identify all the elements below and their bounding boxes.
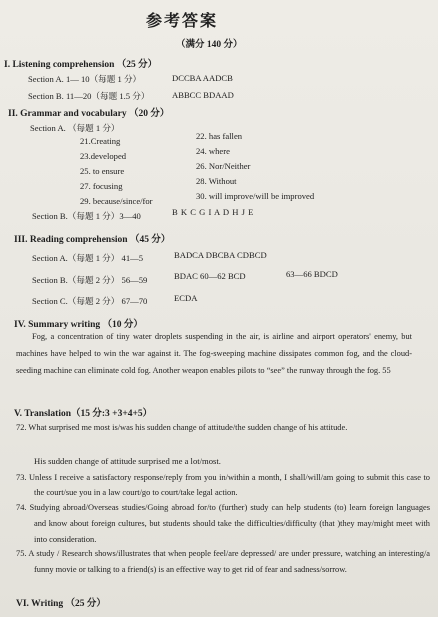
- translation-heading: V. Translation（15 分:3 +3+4+5）: [14, 409, 153, 419]
- listening-section-a-answers: DCCBA AADCB: [172, 73, 233, 83]
- reading-section-b-answers-2: 63—66 BDCD: [286, 269, 338, 279]
- grammar-item: 26. Nor/Neither: [196, 161, 251, 171]
- summary-text: Fog, a concentration of tiny water droplets suspending in the air, is airline and airport operators' enemy, but machines have helped to win the war against it. The fog-sweeping machine dissipates common fog, and the cloud-seeding machine can eliminate cold fog. Another weapon enables pilots to “see” the runway through the fog. 55: [16, 332, 412, 375]
- translation-74: 74. Studying abroad/Overseas studies/Going abroad for/to (further) study can help students (to) learn foreign languages and know about foreign cultures, but students should take the difficulties/difficulty (that )they may/might meet with into consideration.: [16, 503, 430, 544]
- reading-heading: III. Reading comprehension （45 分）: [14, 235, 171, 245]
- reading-section-c-answers: ECDA: [174, 293, 198, 303]
- listening-section-b: Section B. 11—20（每题 1.5 分）: [28, 91, 150, 101]
- reading-section-b-answers: BDAC 60—62 BCD: [174, 271, 246, 281]
- listening-section-b-answers: ABBCC BDAAD: [172, 90, 234, 100]
- translation-75: 75. A study / Research shows/illustrates that when people feel/are depressed/ are under pressure, watching an interesting/a funny movie or talking to a friend(s) is an effective way to get rid of fear and sadness/sorrow.: [16, 549, 430, 574]
- grammar-section-b: Section B.（每题 1 分）3—40: [32, 211, 141, 221]
- reading-section-a-answers: BADCA DBCBA CDBCD: [174, 250, 267, 260]
- grammar-section-b-answers: B K C G I A D H J E: [172, 207, 254, 217]
- listening-heading: I. Listening comprehension （25 分）: [4, 60, 158, 70]
- grammar-item: 21.Creating: [80, 136, 121, 146]
- grammar-item: 28. Without: [196, 176, 237, 186]
- reading-section-b: Section B.（每题 2 分） 56—59: [32, 275, 148, 285]
- writing-heading: VI. Writing （25 分）: [16, 599, 106, 609]
- grammar-item: 23.developed: [80, 151, 127, 161]
- grammar-item: 30. will improve/will be improved: [196, 191, 315, 201]
- translation-72-alt: His sudden change of attitude surprised me a lot/most.: [34, 456, 221, 466]
- summary-heading: IV. Summary writing （10 分）: [14, 320, 143, 330]
- reading-section-a: Section A.（每题 1 分） 41—5: [32, 253, 144, 263]
- listening-section-a: Section A. 1— 10（每题 1 分）: [28, 74, 142, 84]
- total-score: （满分 140 分）: [176, 40, 243, 50]
- reading-section-c: Section C.（每题 2 分） 67—70: [32, 296, 148, 306]
- translation-73: 73. Unless I receive a satisfactory response/reply from you in/within a month, I shall/will/am going to submit this case to the court/sue you in a law court/go to court/take legal action.: [16, 473, 430, 497]
- grammar-item: 27. focusing: [80, 181, 123, 191]
- translation-72: 72. What surprised me most is/was his sudden change of attitude/the sudden change of his attitude.: [16, 423, 348, 432]
- grammar-item: 24. where: [196, 146, 230, 156]
- grammar-item: 29. because/since/for: [80, 196, 153, 206]
- grammar-section-a: Section A. （每题 1 分）: [30, 123, 120, 133]
- grammar-heading: II. Grammar and vocabulary （20 分）: [8, 109, 170, 119]
- grammar-item: 22. has fallen: [196, 131, 243, 141]
- grammar-item: 25. to ensure: [80, 166, 125, 176]
- page-title: 参考答案: [146, 13, 219, 30]
